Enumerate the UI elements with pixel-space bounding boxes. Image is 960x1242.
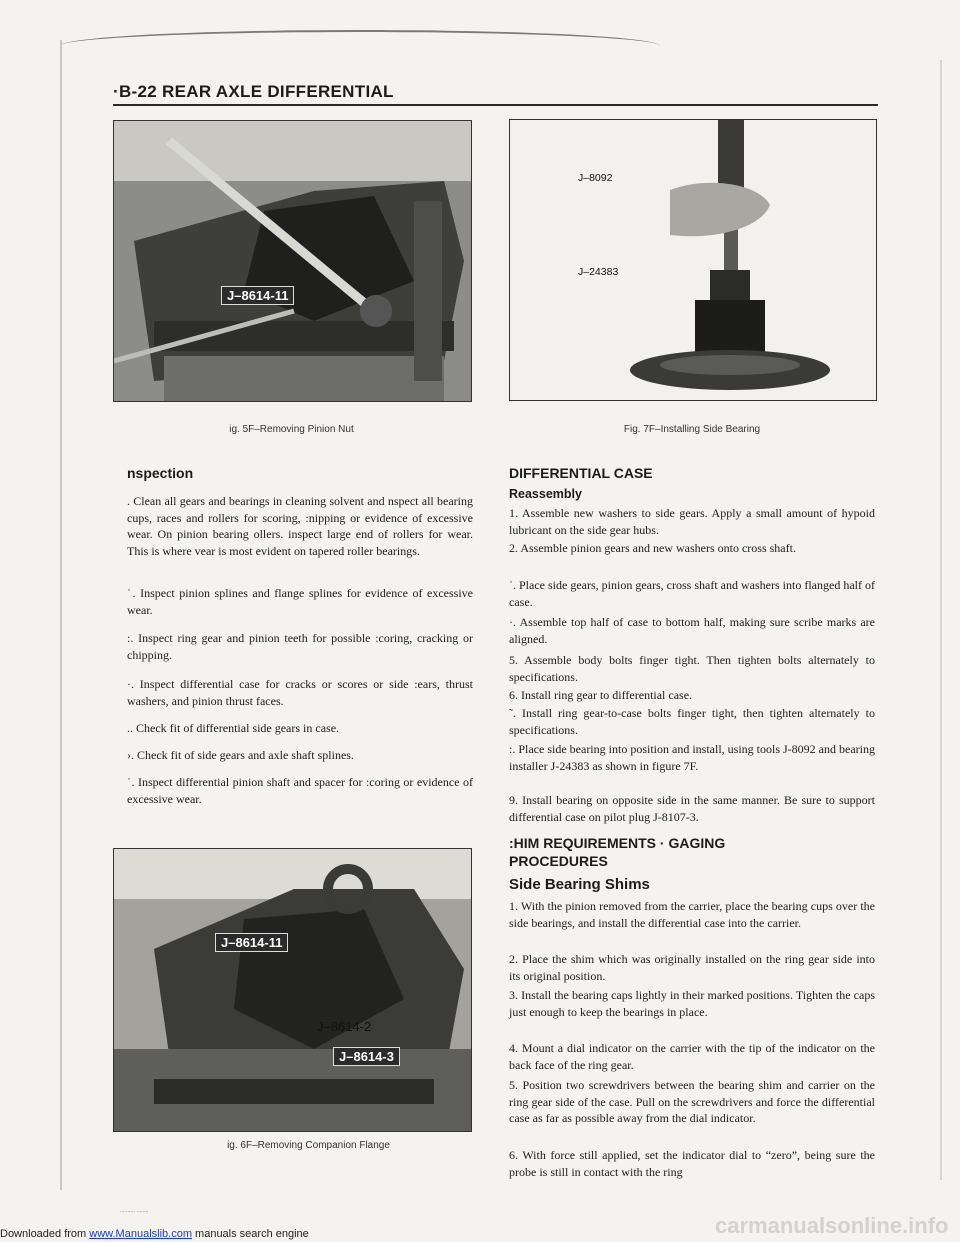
subheading-reassembly: Reassembly: [509, 487, 582, 501]
page-edge-right: [940, 60, 942, 1180]
page-edge-curve: [60, 30, 660, 46]
figure-removing-pinion-nut: [113, 120, 472, 402]
reassembly-para-7: ˜. Install ring gear-to-case bolts finger tight, then tighten alternately to specifications.: [509, 706, 875, 737]
figure-installing-side-bearing: [509, 119, 877, 401]
tool-label-j-8614-3: J–8614-3: [333, 1047, 400, 1066]
tool-label-j-24383: J–24383: [578, 266, 619, 278]
inspection-para-5: .. Check fit of differential side gears in case.: [127, 721, 340, 735]
reassembly-para-5: 5. Assemble body bolts finger tight. Then tighten bolts alternately to specifications.: [509, 653, 875, 684]
page-header: ·B-22 REAR AXLE DIFFERENTIAL: [113, 82, 394, 101]
tool-label-j-8614-11-a: J–8614-11: [221, 286, 294, 305]
shims-para-3: 3. Install the bearing caps lightly in their marked positions. Tighten the caps just enough to keep the bearings in place.: [509, 988, 875, 1019]
inspection-para-2: ˙. Inspect pinion splines and flange splines for evidence of excessive wear.: [127, 586, 473, 617]
tool-label-j-8614-2: J–8614-2: [317, 1019, 372, 1034]
tool-label-j-8614-11-b: J–8614-11: [215, 933, 288, 952]
inspection-para-7: ˙. Inspect differential pinion shaft and spacer for :coring or evidence of excessive wear.: [127, 775, 473, 806]
inspection-para-6: ›. Check fit of side gears and axle shaft splines.: [127, 748, 354, 762]
caption-fig-5f: ig. 5F–Removing Pinion Nut: [229, 424, 354, 435]
inspection-para-3: :. Inspect ring gear and pinion teeth for possible :coring, cracking or chipping.: [127, 631, 473, 662]
footer-suffix: manuals search engine: [191, 1228, 309, 1240]
heading-differential-case: DIFFERENTIAL CASE: [509, 465, 653, 481]
caption-fig-7f: Fig. 7F–Installing Side Bearing: [623, 424, 761, 435]
footer-download-note: [0, 1228, 309, 1240]
shims-para-6: 6. With force still applied, set the indicator dial to “zero”, being sure the probe is still in contact with the ring: [509, 1148, 875, 1179]
reassembly-para-6: 6. Install ring gear to differential case.: [509, 688, 693, 702]
header-rule: [113, 104, 878, 106]
manualslib-link[interactable]: www.Manualslib.com: [89, 1228, 192, 1240]
caption-fig-6f: ig. 6F–Removing Companion Flange: [227, 1140, 390, 1151]
subheading-side-bearing-shims: Side Bearing Shims: [509, 876, 650, 893]
shims-para-5: 5. Position two screwdrivers between the bearing shim and carrier on the ring gear side of the case. Pull on the screwdrivers and force the differential case as far as possible away from the dial indicator.: [509, 1078, 875, 1125]
footer-prefix: Downloaded from: [0, 1228, 90, 1240]
inspection-para-4: ·. Inspect differential case for cracks or scores or side :ears, thrust washers, and pinion thrust faces.: [127, 677, 473, 708]
heading-shim-requirements: :HIM REQUIREMENTS · GAGING: [509, 835, 726, 851]
tool-label-j-8092: J–8092: [578, 172, 613, 184]
figure-removing-companion-flange: [113, 848, 472, 1132]
shims-para-4: 4. Mount a dial indicator on the carrier with the tip of the indicator on the back face of the ring gear.: [509, 1041, 875, 1072]
shims-para-2: 2. Place the shim which was originally installed on the ring gear side into its original position.: [509, 952, 875, 983]
reassembly-para-8: :. Place side bearing into position and install, using tools J-8092 and bearing installer J-24383 as shown in figure 7F.: [509, 742, 875, 773]
reassembly-para-2: 2. Assemble pinion gears and new washers onto cross shaft.: [509, 541, 796, 555]
heading-inspection: nspection: [127, 465, 194, 481]
reassembly-para-3: ˙. Place side gears, pinion gears, cross shaft and washers into flanged half of case.: [509, 578, 875, 609]
shims-para-1: 1. With the pinion removed from the carrier, place the bearing cups over the side bearings, and install the differential case into the carrier.: [509, 899, 875, 930]
page-edge-left: [60, 40, 62, 1190]
margin-scribble: .......... ........: [120, 1208, 149, 1214]
heading-procedures: PROCEDURES: [509, 853, 608, 869]
reassembly-para-4: ·. Assemble top half of case to bottom half, making sure scribe marks are aligned.: [509, 615, 875, 646]
reassembly-para-9: 9. Install bearing on opposite side in the same manner. Be sure to support differential case on pilot plug J-8107-3.: [509, 793, 875, 824]
inspection-para-1: . Clean all gears and bearings in cleaning solvent and nspect all bearing cups, races and rollers for scoring, :nipping or evidence of excessive wear. On pinion bearing ollers. inspect large end of rollers for wear. This is where vear is most evident on tapered roller bearings.: [127, 494, 473, 558]
watermark: carmanualsonline.info: [715, 1213, 949, 1238]
reassembly-para-1: 1. Assemble new washers to side gears. Apply a small amount of hypoid lubricant on the side gear hubs.: [509, 506, 875, 537]
